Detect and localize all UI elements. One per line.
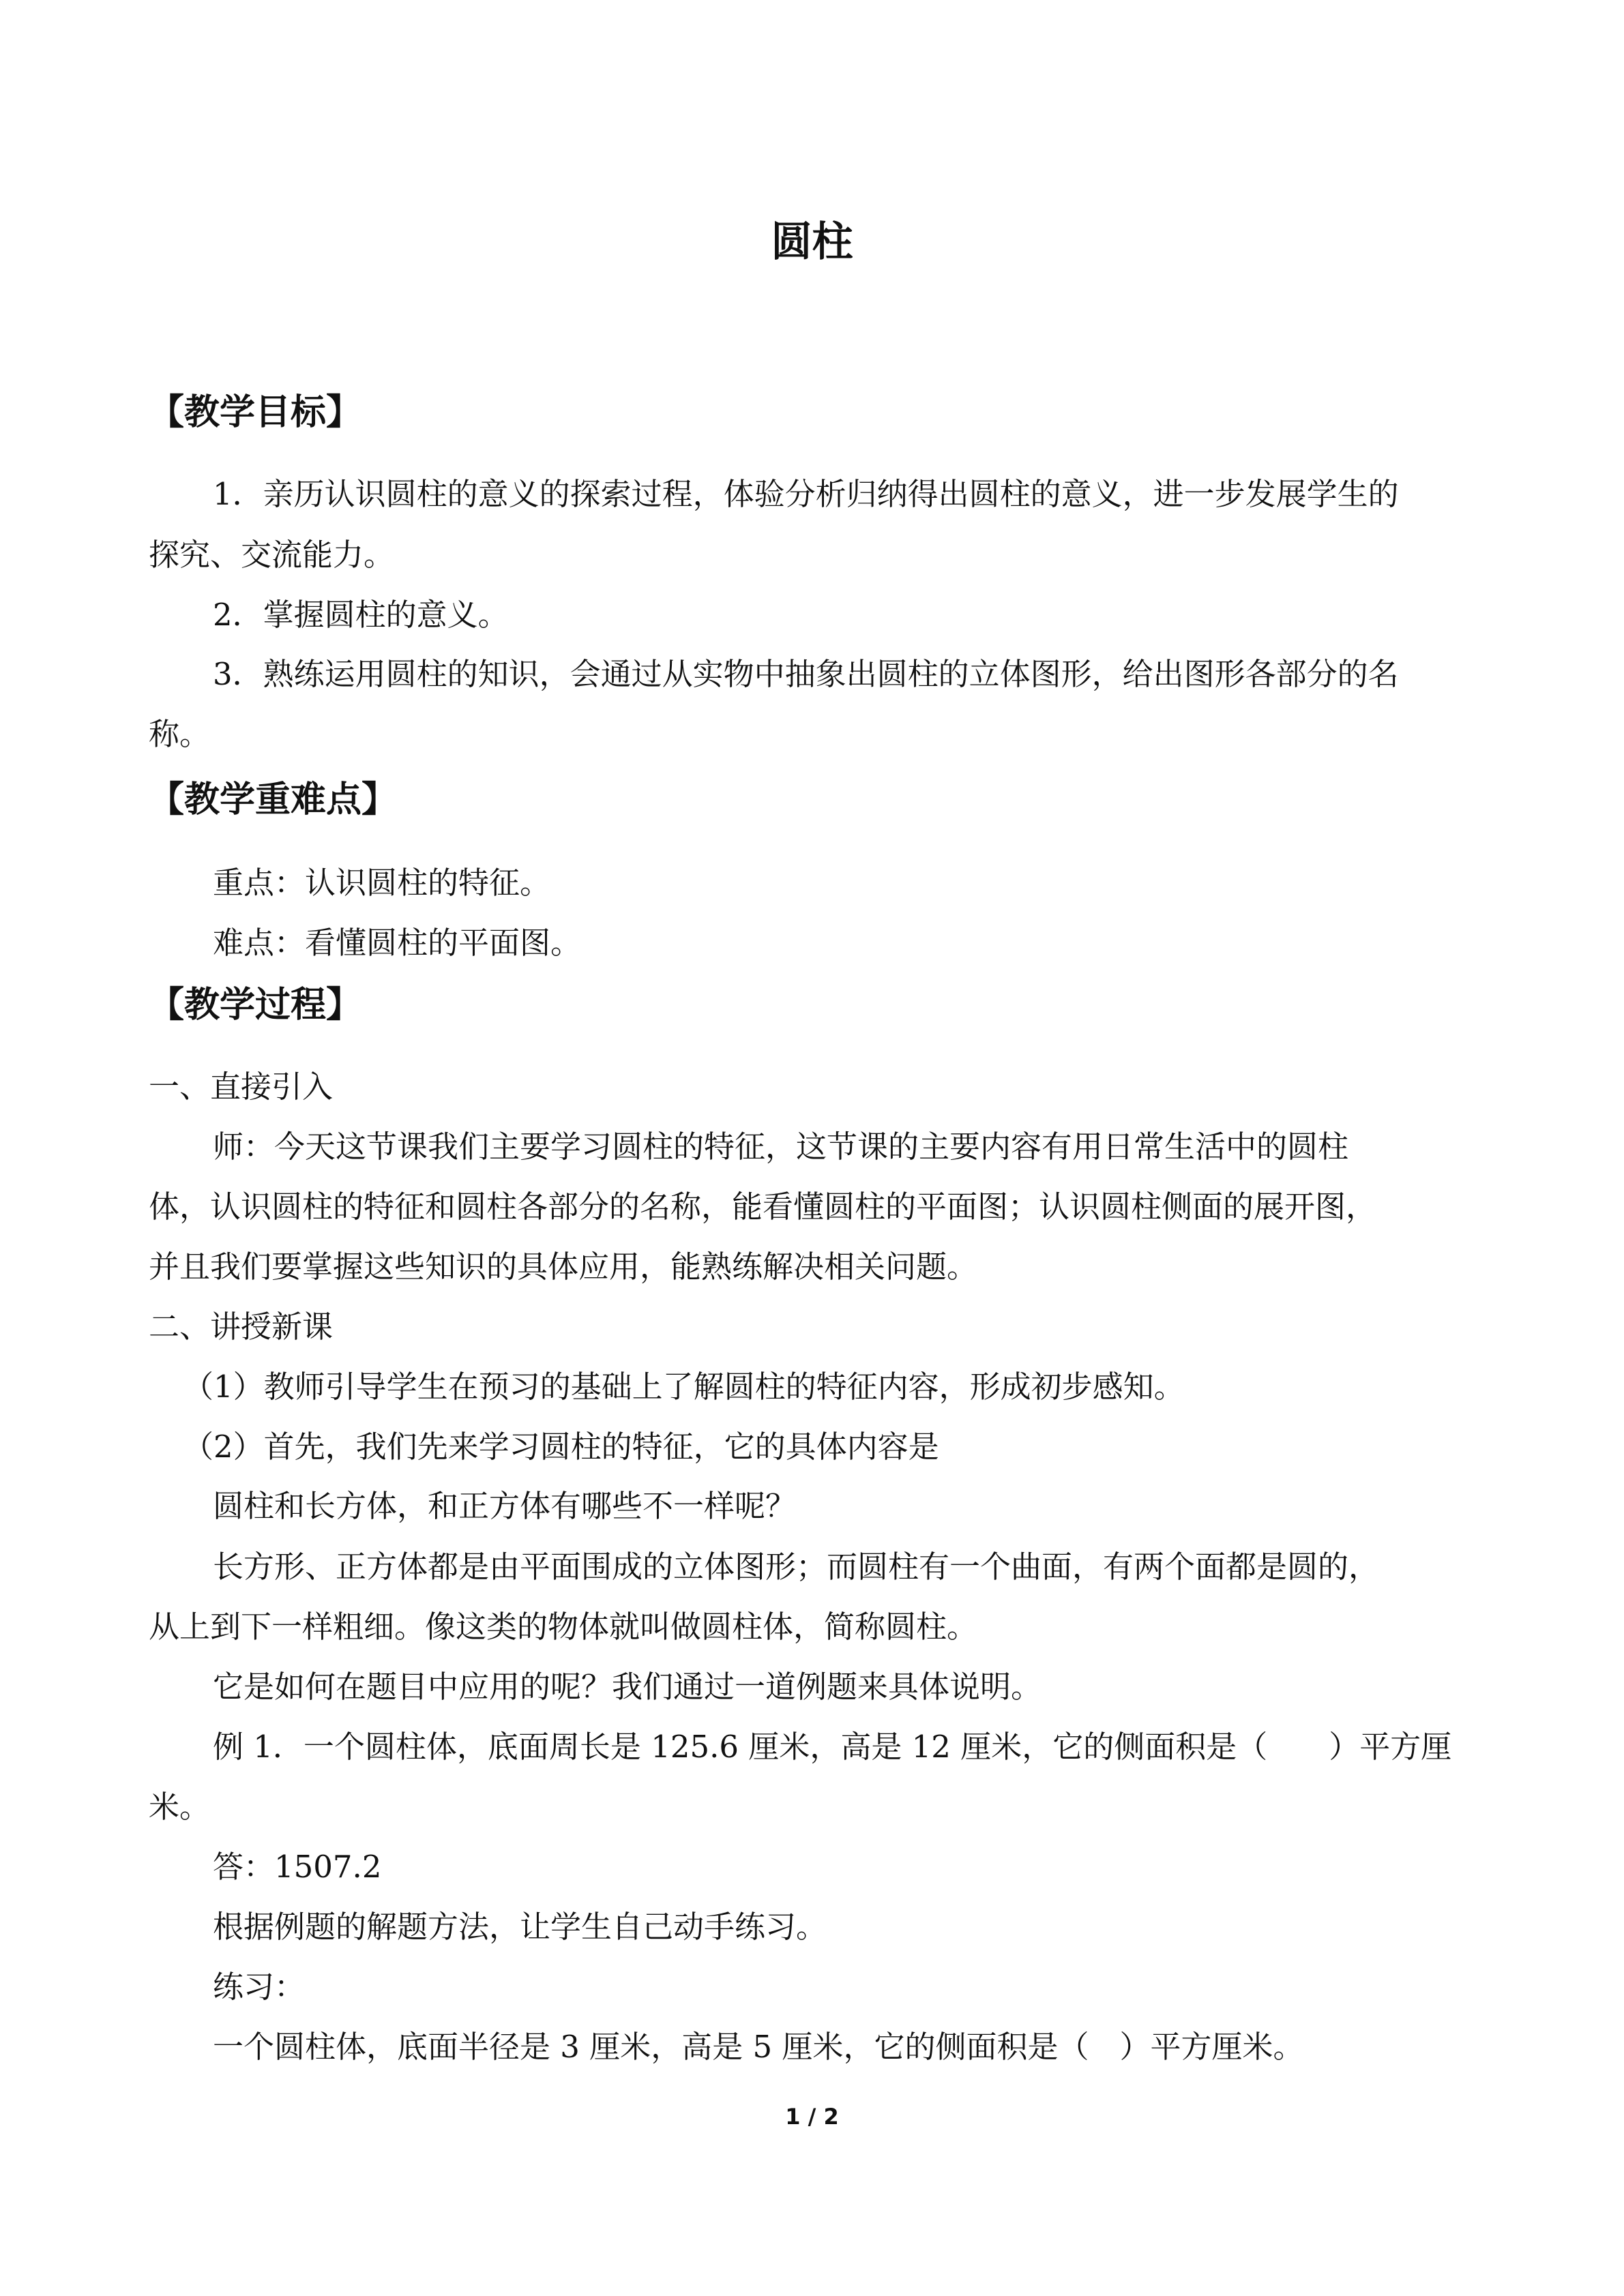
process-line-11: 它是如何在题目中应用的呢？我们通过一道例题来具体说明。: [213, 1669, 1042, 1705]
goals-line-1: 1．亲历认识圆柱的意义的探索过程，体验分析归纳得出圆柱的意义，进一步发展学生的: [213, 476, 1399, 512]
process-line-3: 体，认识圆柱的特征和圆柱各部分的名称，能看懂圆柱的平面图；认识圆柱侧面的展开图，: [149, 1189, 1377, 1225]
process-line-14: 答：1507.2: [213, 1849, 382, 1885]
document-title: 圆柱: [771, 218, 853, 266]
page-number: 1 / 2: [785, 2104, 839, 2130]
process-line-13: 米。: [149, 1789, 211, 1825]
process-line-8: 圆柱和长方体，和正方体有哪些不一样呢？: [213, 1488, 797, 1524]
process-line-10: 从上到下一样粗细。像这类的物体就叫做圆柱体，简称圆柱。: [149, 1609, 978, 1645]
process-line-7: （2）首先，我们先来学习圆柱的特征，它的具体内容是: [183, 1429, 939, 1465]
goals-line-2: 探究、交流能力。: [149, 537, 395, 573]
process-line-5: 二、讲授新课: [149, 1309, 334, 1345]
process-line-4: 并且我们要掌握这些知识的具体应用，能熟练解决相关问题。: [149, 1249, 978, 1285]
goals-line-3: 2．掌握圆柱的意义。: [213, 597, 509, 633]
section-heading-keypoints: 【教学重难点】: [149, 779, 398, 820]
process-line-1: 一、直接引入: [149, 1069, 334, 1105]
section-heading-process: 【教学过程】: [149, 985, 362, 1026]
keypoints-line-2: 难点：看懂圆柱的平面图。: [213, 925, 582, 961]
process-line-9: 长方形、正方体都是由平面围成的立体图形；而圆柱有一个曲面，有两个面都是圆的，: [213, 1549, 1380, 1585]
process-line-12: 例 1．一个圆柱体，底面周长是 125.6 厘米，高是 12 厘米，它的侧面积是（ ）平方厘: [213, 1729, 1452, 1765]
process-line-2: 师：今天这节课我们主要学习圆柱的特征，这节课的主要内容有用日常生活中的圆柱: [213, 1129, 1349, 1165]
process-line-15: 根据例题的解题方法，让学生自己动手练习。: [213, 1909, 827, 1945]
section-heading-goals: 【教学目标】: [149, 392, 362, 433]
process-line-16: 练习：: [213, 1969, 306, 2005]
process-line-17: 一个圆柱体，底面半径是 3 厘米，高是 5 厘米，它的侧面积是（ ）平方厘米。: [213, 2029, 1304, 2065]
process-line-6: （1）教师引导学生在预习的基础上了解圆柱的特征内容，形成初步感知。: [183, 1369, 1185, 1405]
keypoints-line-1: 重点：认识圆柱的特征。: [213, 865, 551, 901]
goals-line-4: 3．熟练运用圆柱的知识，会通过从实物中抽象出圆柱的立体图形，给出图形各部分的名: [213, 656, 1399, 692]
goals-line-5: 称。: [149, 716, 211, 752]
